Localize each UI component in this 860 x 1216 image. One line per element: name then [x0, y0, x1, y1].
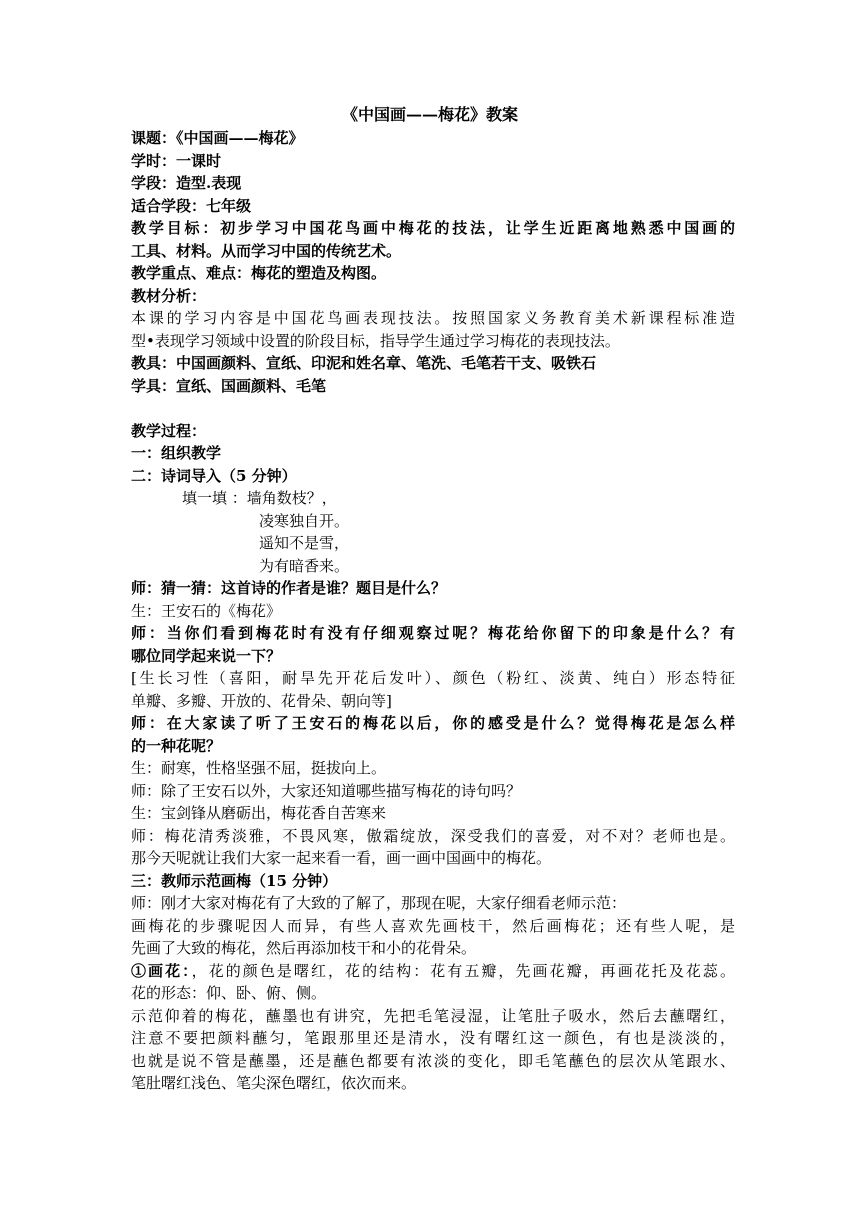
text-line: 学时：一课时	[131, 151, 222, 170]
text-line: 学具：宣纸、国画颜料、毛笔	[131, 376, 327, 395]
text-line: 三：教师示范画梅（15 分钟）	[131, 871, 338, 890]
text-line: 生：宝剑锋从磨砺出，梅花香自苦寒来	[131, 804, 387, 822]
text-line: 教材分析：	[131, 286, 207, 305]
text-line: 注意不要把颜料蘸匀，笔跟那里还是清水，没有曙红这一颜色，有也是淡淡的，	[131, 1029, 735, 1047]
text-line: 教学目标：初步学习中国花鸟画中梅花的技法，让学生近距离地熟悉中国画的	[131, 219, 735, 237]
text-line: 教学重点、难点：梅花的塑造及构图。	[131, 264, 387, 282]
text-line: 遥知不是雪，	[259, 534, 350, 552]
text-line: 的一种花呢？	[131, 736, 222, 755]
text-line: 师：当你们看到梅花时有没有仔细观察过呢？梅花给你留下的印象是什么？有	[131, 624, 735, 642]
text-line: 填一填 ：墙角数枝？，	[182, 489, 337, 507]
text-line: 学段：造型.表现	[131, 174, 242, 192]
step-label: ①画花：	[131, 961, 192, 980]
text-line: 画梅花的步骤呢因人而异，有些人喜欢先画枝干，然后画梅花；还有些人呢，是	[131, 916, 735, 935]
text-line: 本课的学习内容是中国花鸟画表现技法。按照国家义务教育美术新课程标准造	[131, 309, 735, 327]
text-line: 花的形态：仰、卧、俯、侧。	[131, 984, 327, 1002]
text-line: 师：刚才大家对梅花有了大致的了解了，那现在呢，大家仔细看老师示范：	[131, 894, 627, 912]
text-line: 为有暗香来。	[259, 556, 350, 575]
text-line: 笔肚曙红浅色、笔尖深色曙红，依次而来。	[131, 1074, 417, 1092]
text-line: 教具：中国画颜料、宣纸、印泥和姓名章、笔洗、毛笔若干支、吸铁石	[131, 354, 597, 372]
text-line: 教学过程：	[131, 421, 207, 440]
text-line: 型•表现学习领域中设置的阶段目标，指导学生通过学习梅花的表现技法。	[131, 331, 620, 350]
text-line: 二：诗词导入（5 分钟）	[131, 466, 297, 485]
text-line: 工具、材料。从而学习中国的传统艺术。	[131, 241, 402, 260]
text-line: 哪位同学起来说一下？	[131, 646, 282, 665]
document-title: 《中国画——梅花》教案	[341, 105, 518, 124]
text-line: 适合学段：七年级	[131, 196, 252, 215]
text-line: ①画花：，花的颜色是曙红，花的结构：花有五瓣，先画花瓣，再画花托及花蕊。	[131, 961, 735, 980]
text-line: 一：组织教学	[131, 444, 222, 462]
text-line: 师：梅花清秀淡雅，不畏风寒，傲霜绽放，深受我们的喜爱，对不对？老师也是。	[131, 826, 735, 845]
document-body	[131, 127, 735, 1095]
text-line: 先画了大致的梅花，然后再添加枝干和小的花骨朵。	[131, 939, 477, 957]
text-line: 那今天呢就让我们大家一起来看一看，画一画中国画中的梅花。	[131, 849, 552, 867]
text-line: 生：耐寒，性格坚强不屈，挺拔向上。	[131, 759, 387, 777]
text-line: [生长习性（喜阳，耐旱先开花后发叶）、颜色（粉红、淡黄、纯白）形态特征	[131, 669, 735, 687]
text-line: 凌寒独自开。	[259, 511, 350, 530]
text-line: 师：除了王安石以外，大家还知道哪些描写梅花的诗句吗？	[131, 781, 522, 800]
text-line: 生：王安石的《梅花》	[131, 601, 282, 620]
text-line: 单瓣、多瓣、开放的、花骨朵、朝向等]	[131, 691, 392, 710]
text-line: 课题：《中国画——梅花》	[131, 129, 304, 147]
text-line: 师：在大家读了听了王安石的梅花以后，你的感受是什么？觉得梅花是怎么样	[131, 714, 735, 732]
blank-line	[131, 397, 735, 420]
text-line: 也就是说不管是蘸墨，还是蘸色都要有浓淡的变化，即毛笔蘸色的层次从笔跟水、	[131, 1051, 735, 1070]
text-line: 师：猜一猜：这首诗的作者是谁？题目是什么？	[131, 579, 447, 597]
text-line: 示范仰着的梅花，蘸墨也有讲究，先把毛笔浸湿，让笔肚子吸水，然后去蘸曙红，	[131, 1006, 735, 1025]
